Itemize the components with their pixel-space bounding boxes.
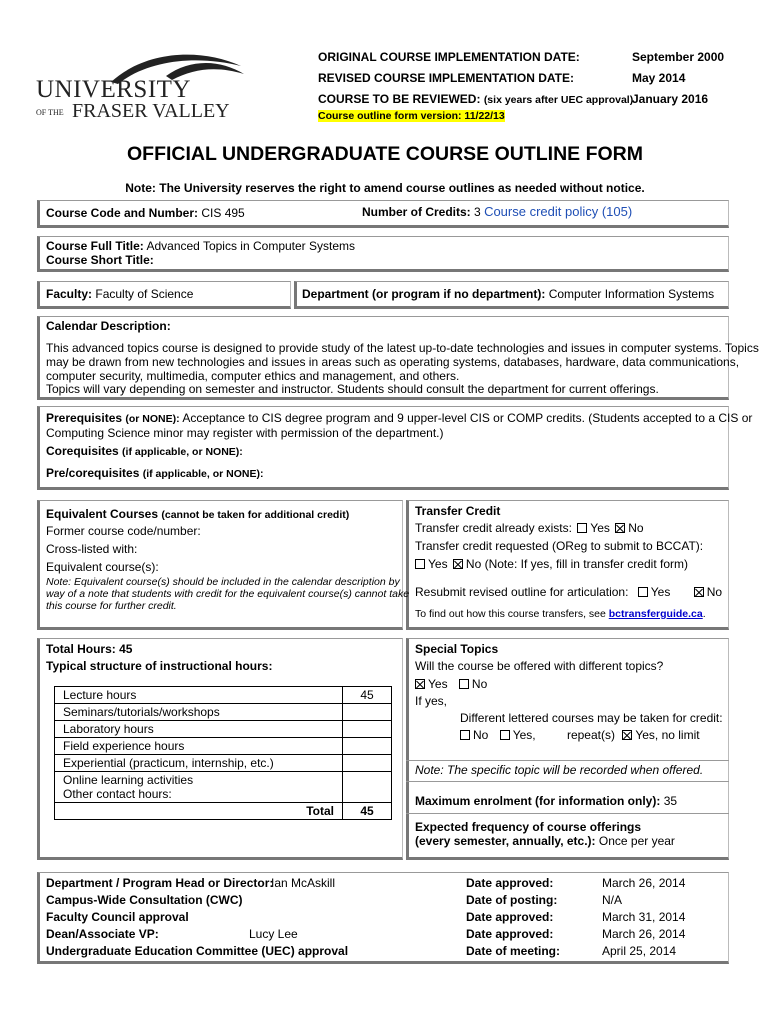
table-row <box>55 755 392 772</box>
course-full-title <box>46 239 355 253</box>
equivalent-note-2: way of a note that students with credit for the equivalent course(s) cannot take <box>46 588 410 600</box>
hours-row-value <box>343 721 392 738</box>
form-version: Course outline form version: 11/22/13 <box>318 110 505 122</box>
frequency <box>415 834 675 848</box>
table-row <box>55 721 392 738</box>
resubmit-yes-label: Yes <box>650 585 671 599</box>
max-enrolment <box>415 794 677 808</box>
hours-row-label-pair <box>55 772 343 803</box>
table-row <box>55 772 392 803</box>
faculty-value: Faculty of Science <box>95 287 194 301</box>
transfer-exists-yes-label: Yes <box>590 521 610 535</box>
approval-date-label-5: Date of meeting: <box>466 944 561 958</box>
approval-label-4: Dean/Associate VP: <box>46 927 159 941</box>
precoreq <box>46 466 263 480</box>
transfer-requested: Transfer credit requested (OReg to submit to BCCAT): <box>415 539 704 553</box>
approval-name-1: Ian McAskill <box>271 876 336 890</box>
frequency-value: Once per year <box>598 834 675 848</box>
special-lettered-options <box>458 728 700 742</box>
header-review-label <box>318 92 633 106</box>
hours-row-value <box>343 738 392 755</box>
special-question: Will the course be offered with different topics? <box>415 659 664 673</box>
credits-value: 3 <box>474 205 481 219</box>
equivalent-courses: Equivalent course(s): <box>46 560 159 574</box>
hours-row-label: Other contact hours: <box>63 787 172 801</box>
hours-row-value <box>343 755 392 772</box>
coreq-label: Corequisites <box>46 444 119 458</box>
special-if-yes: If yes, <box>415 694 448 708</box>
approval-label-3: Faculty Council approval <box>46 910 189 924</box>
lettered-no-limit-label: Yes, no limit <box>635 728 700 742</box>
precoreq-label: Pre/corequisites <box>46 466 140 480</box>
hours-row-label: Seminars/tutorials/workshops <box>55 704 343 721</box>
approval-date-2: N/A <box>602 893 623 907</box>
faculty <box>46 287 193 301</box>
table-row <box>55 687 392 704</box>
transfer-label: Transfer Credit <box>415 504 501 518</box>
dept-label: Department (or program if no department): <box>302 287 546 301</box>
header-review-note: (six years after UEC approval) <box>483 94 634 106</box>
bctransferguide-link[interactable]: bctransferguide.ca <box>608 608 703 620</box>
prereq-label: Prerequisites <box>46 411 123 425</box>
logo-line1: UNIVERSITY <box>36 76 191 103</box>
hours-row-label: Experiential (practicum, internship, etc.) <box>55 755 343 772</box>
total-hours <box>46 642 132 656</box>
lettered-yes-label: Yes, <box>512 728 536 742</box>
total-hours-value: 45 <box>119 642 133 656</box>
approval-label-1: Department / Program Head or Director: <box>46 876 274 890</box>
hours-row-label: Lecture hours <box>55 687 343 704</box>
coreq-note: (if applicable, or NONE): <box>122 446 243 458</box>
cross-listed: Cross-listed with: <box>46 542 138 556</box>
lettered-yes-checkbox[interactable] <box>500 730 510 740</box>
special-note: Note: The specific topic will be recorded when offered. <box>415 763 704 777</box>
hours-row-label: Field experience hours <box>55 738 343 755</box>
logo-line2: FRASER VALLEY <box>72 100 230 122</box>
former-code: Former course code/number: <box>46 524 201 538</box>
lettered-no-limit-checkbox[interactable] <box>622 730 632 740</box>
course-code <box>46 206 245 220</box>
equivalent-heading <box>46 507 349 521</box>
resubmit <box>415 585 722 599</box>
credits-label: Number of Credits: <box>362 205 471 219</box>
coreq <box>46 444 243 458</box>
transfer-exists-yes-checkbox[interactable] <box>577 523 587 533</box>
hours-row-value <box>343 772 392 803</box>
transfer-exists-no-label: No <box>628 521 644 535</box>
equivalent-label-note: (cannot be taken for additional credit) <box>161 509 350 521</box>
header-revised-value: May 2014 <box>632 71 686 85</box>
special-no-checkbox[interactable] <box>459 679 469 689</box>
transfer-requested-options <box>413 557 688 571</box>
university-logo <box>36 48 246 128</box>
equivalent-note-3: this course for further credit. <box>46 600 177 612</box>
transfer-requested-no-checkbox[interactable] <box>453 559 463 569</box>
logo-of-the: OF THE <box>36 108 64 117</box>
hours-table <box>54 686 392 820</box>
dept-value: Computer Information Systems <box>548 287 715 301</box>
hours-total-label: Total <box>55 803 343 820</box>
department <box>302 287 714 301</box>
header-original-label: ORIGINAL COURSE IMPLEMENTATION DATE: <box>318 50 580 64</box>
total-hours-label: Total Hours: <box>46 642 116 656</box>
equivalent-label: Equivalent Courses <box>46 507 159 521</box>
find-transfer-period: . <box>702 608 706 620</box>
hours-row-label: Online learning activities <box>63 773 194 787</box>
special-lettered: Different lettered courses may be taken for credit: <box>460 711 723 725</box>
transfer-exists-no-checkbox[interactable] <box>615 523 625 533</box>
prereq-text-1: Acceptance to CIS degree program and 9 upper-level CIS or COMP credits. (Students accepted to a CIS or <box>182 411 753 425</box>
find-transfer <box>415 608 706 620</box>
special-max-divider <box>406 781 729 782</box>
table-row <box>55 704 392 721</box>
max-enrolment-value: 35 <box>663 794 678 808</box>
header-review-label-text: COURSE TO BE REVIEWED: <box>318 92 481 106</box>
transfer-exists-label: Transfer credit already exists: <box>415 521 572 535</box>
transfer-exists <box>415 521 644 535</box>
transfer-requested-yes-label: Yes <box>428 557 448 571</box>
full-title-label: Course Full Title: <box>46 239 144 253</box>
amend-note: Note: The University reserves the right to amend course outlines as needed without notice. <box>125 181 645 195</box>
resubmit-no-checkbox[interactable] <box>694 587 704 597</box>
resubmit-label: Resubmit revised outline for articulation: <box>415 585 629 599</box>
page-title: OFFICIAL UNDERGRADUATE COURSE OUTLINE FORM <box>126 143 644 165</box>
prereq-line-1 <box>46 411 752 425</box>
special-topics-label: Special Topics <box>415 642 499 656</box>
table-row <box>55 803 392 820</box>
header-revised-label: REVISED COURSE IMPLEMENTATION DATE: <box>318 71 575 85</box>
frequency-label-2: (every semester, annually, etc.): <box>415 834 596 848</box>
course-code-label: Course Code and Number: <box>46 206 199 220</box>
special-options <box>413 677 487 691</box>
header-original-value: September 2000 <box>632 50 725 64</box>
calendar-line-4: Topics will vary depending on semester and instructor. Students should consult the department for current offerings. <box>46 382 659 396</box>
full-title-value: Advanced Topics in Computer Systems <box>146 239 356 253</box>
hours-row-value: 45 <box>343 687 392 704</box>
special-yes-label: Yes <box>428 677 448 691</box>
special-freq-divider <box>406 813 729 814</box>
approval-date-label-1: Date approved: <box>466 876 554 890</box>
approval-date-label-4: Date approved: <box>466 927 554 941</box>
hours-row-label: Laboratory hours <box>55 721 343 738</box>
approval-date-5: April 25, 2014 <box>602 944 677 958</box>
precoreq-note: (if applicable, or NONE): <box>142 468 264 480</box>
approval-date-label-3: Date approved: <box>466 910 554 924</box>
lettered-no-label: No <box>473 728 489 742</box>
credit-policy-link[interactable]: Course credit policy (105) <box>484 204 633 219</box>
prereq-text-2: Computing Science minor may register with permission of the department.) <box>46 426 444 440</box>
approval-name-4: Lucy Lee <box>249 927 298 941</box>
find-transfer-text: To find out how this course transfers, see <box>415 608 609 620</box>
special-note-divider <box>406 760 729 761</box>
calendar-line-3: computer security, multimedia, computer ethics and management, and others. <box>46 369 460 383</box>
lettered-no-checkbox[interactable] <box>460 730 470 740</box>
calendar-line-2: may be drawn from new technologies and issues in areas such as operating systems, databases, hardware, data communications, <box>46 355 740 369</box>
faculty-label: Faculty: <box>46 287 93 301</box>
special-yes-checkbox[interactable] <box>415 679 425 689</box>
header-review-value: January 2016 <box>632 92 709 106</box>
hours-row-value <box>343 704 392 721</box>
resubmit-yes-checkbox[interactable] <box>638 587 648 597</box>
approval-date-1: March 26, 2014 <box>602 876 686 890</box>
hours-total-value: 45 <box>343 803 392 820</box>
calendar-label: Calendar Description: <box>46 319 171 333</box>
equivalent-note-1: Note: Equivalent course(s) should be included in the calendar description by <box>46 576 400 588</box>
transfer-requested-yes-checkbox[interactable] <box>415 559 425 569</box>
credits <box>362 204 632 219</box>
approval-label-2: Campus-Wide Consultation (CWC) <box>46 893 243 907</box>
prereq-label-note: (or NONE): <box>125 413 180 425</box>
approval-label-5: Undergraduate Education Committee (UEC) approval <box>46 944 349 958</box>
calendar-line-1: This advanced topics course is designed to provide study of the latest up-to-date technologies and issues in computer systems. Topics <box>46 341 759 355</box>
approval-date-label-2: Date of posting: <box>466 893 558 907</box>
special-no-label: No <box>471 677 488 691</box>
hours-structure-label: Typical structure of instructional hours: <box>46 659 273 673</box>
lettered-repeat-label: repeat(s) <box>566 728 615 742</box>
max-enrolment-label: Maximum enrolment (for information only): <box>415 794 661 808</box>
approval-date-4: March 26, 2014 <box>602 927 686 941</box>
course-code-value: CIS 495 <box>201 206 245 220</box>
table-row <box>55 738 392 755</box>
resubmit-no-label: No <box>706 585 723 599</box>
transfer-requested-no-label: No (Note: If yes, fill in transfer credit form) <box>465 557 688 571</box>
short-title-label: Course Short Title: <box>46 253 154 267</box>
frequency-label-1: Expected frequency of course offerings <box>415 820 642 834</box>
approval-date-3: March 31, 2014 <box>602 910 686 924</box>
